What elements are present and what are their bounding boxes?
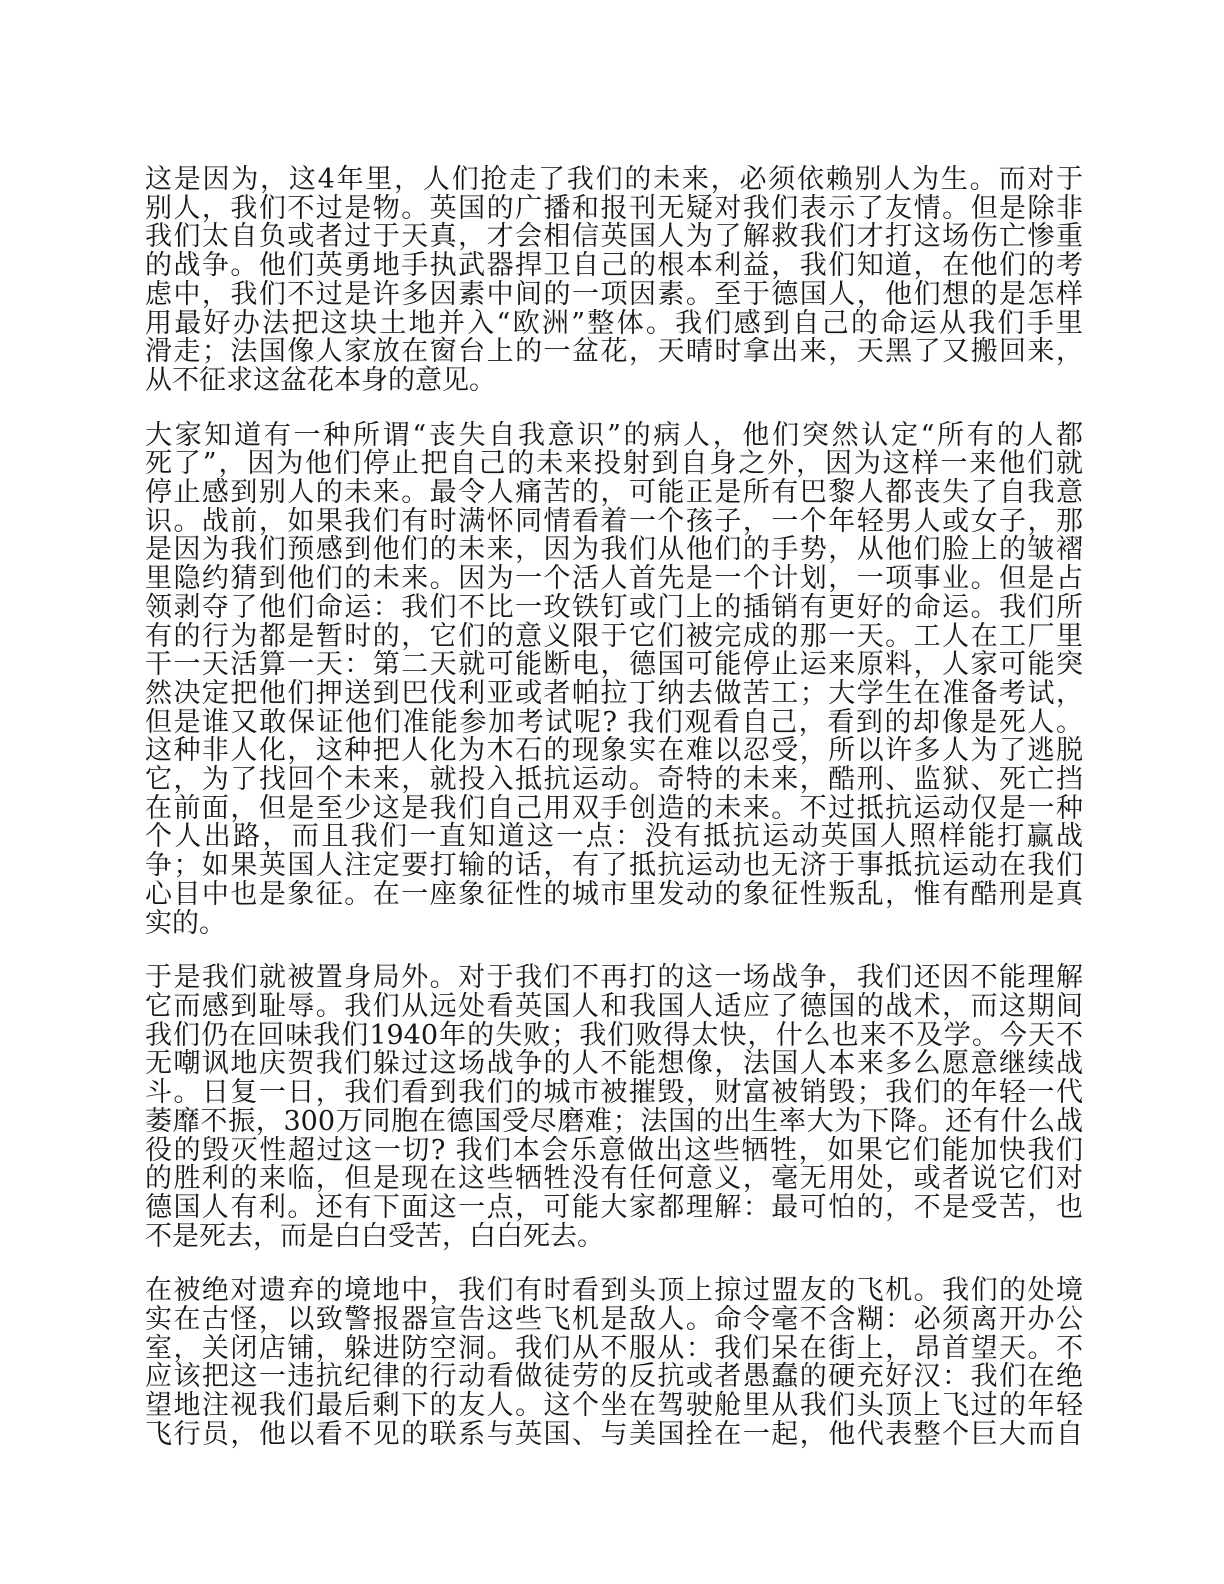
text-line: 它而感到耻辱。我们从远处看英国人和我国人适应了德国的战术，而这期间 [145,990,1083,1022]
text-line: 飞行员，他以看不见的联系与英国、与美国拴在一起，他代表整个巨大而自 [145,1418,1083,1450]
text-line: 役的毁灭性超过这一切? 我们本会乐意做出这些牺牲，如果它们能加快我们 [145,1134,1083,1166]
text-line: 虑中，我们不过是许多因素中间的一项因素。至于德国人，他们想的是怎样 [145,278,1083,310]
text-line: 德国人有利。还有下面这一点，可能大家都理解：最可怕的，不是受苦，也 [145,1191,1083,1223]
text-line: 用最好办法把这块土地并入“欧洲”整体。我们感到自己的命运从我们手里 [145,307,1083,339]
text-line: 大家知道有一种所谓“丧失自我意识”的病人，他们突然认定“所有的人都 [145,419,1083,451]
text-line: 这是因为，这4年里，人们抢走了我们的未来，必须依赖别人为生。而对于 [145,164,1083,195]
text-line: 停止感到别人的未来。最令人痛苦的，可能正是所有巴黎人都丧失了自我意 [145,477,1083,509]
text-line: 实的。 [145,907,226,939]
text-line: 我们太自负或者过于天真，才会相信英国人为了解救我们才打这场伤亡惨重 [145,221,1083,253]
text-line: 它，为了找回个未来，就投入抵抗运动。奇特的未来，酷刑、监狱、死亡挡 [145,764,1083,796]
text-line: 干一天活算一天：第二天就可能断电，德国可能停止运来原料，人家可能突 [145,649,1083,681]
text-line: 里隐约猜到他们的未来。因为一个活人首先是一个计划，一项事业。但是占 [145,563,1083,595]
text-line: 室，关闭店铺，躲进防空洞。我们从不服从：我们呆在街上，昂首望天。不 [145,1332,1083,1364]
text-line: 的战争。他们英勇地手执武器捍卫自己的根本利益，我们知道，在他们的考 [145,250,1083,282]
text-line: 这种非人化，这种把人化为木石的现象实在难以忍受，所以许多人为了逃脱 [145,735,1083,767]
text-line: 死了”，因为他们停止把自己的未来投射到自身之外，因为这样一来他们就 [145,448,1083,480]
paragraph [145,166,1083,396]
paragraph [145,419,1083,939]
text-line: 但是谁又敢保证他们准能参加考试呢? 我们观看自己，看到的却像是死人。 [145,706,1083,738]
text-column [145,166,1083,1450]
text-line: 于是我们就被置身局外。对于我们不再打的这一场战争，我们还因不能理解 [145,962,1083,994]
paragraph [145,964,1083,1251]
text-line: 滑走；法国像人家放在窗台上的一盆花，天晴时拿出来，天黑了又搬回来， [145,336,1083,368]
text-line: 个人出路，而且我们一直知道这一点：没有抵抗运动英国人照样能打赢战 [145,821,1083,853]
text-line: 是因为我们预感到他们的未来，因为我们从他们的手势，从他们脸上的皱褶 [145,534,1083,566]
text-line: 有的行为都是暂时的，它们的意义限于它们被完成的那一天。工人在工厂里 [145,620,1083,652]
text-line: 别人，我们不过是物。英国的广播和报刊无疑对我们表示了友情。但是除非 [145,192,1083,224]
text-line: 领剥夺了他们命运：我们不比一玫铁钉或门上的插销有更好的命运。我们所 [145,591,1083,623]
text-line: 望地注视我们最后剩下的友人。这个坐在驾驶舱里从我们头顶上飞过的年轻 [145,1390,1083,1422]
text-line: 然决定把他们押送到巴伐利亚或者帕拉丁纳去做苦工；大学生在准备考试， [145,677,1083,709]
text-line: 识。战前，如果我们有时满怀同情看着一个孩子，一个年轻男人或女子，那 [145,505,1083,537]
paragraph [145,1277,1083,1449]
text-line: 无嘲讽地庆贺我们躲过这场战争的人不能想像，法国人本来多么愿意继续战 [145,1048,1083,1080]
text-line: 在前面，但是至少这是我们自己用双手创造的未来。不过抵抗运动仅是一种 [145,792,1083,824]
text-line: 斗。日复一日，我们看到我们的城市被摧毁，财富被销毁；我们的年轻一代 [145,1077,1083,1109]
text-line: 应该把这一违抗纪律的行动看做徒劳的反抗或者愚蠢的硬充好汉：我们在绝 [145,1361,1083,1393]
text-line: 心目中也是象征。在一座象征性的城市里发动的象征性叛乱，惟有酷刑是真 [145,878,1083,910]
text-line: 从不征求这盆花本身的意见。 [145,364,496,396]
text-line: 争；如果英国人注定要打输的话，有了抵抗运动也无济于事抵抗运动在我们 [145,850,1083,882]
text-line: 的胜利的来临，但是现在这些牺牲没有任何意义，毫无用处，或者说它们对 [145,1163,1083,1195]
text-line: 我们仍在回味我们1940年的失败；我们败得太快，什么也来不及学。今天不 [145,1019,1083,1051]
text-line: 不是死去，而是白白受苦，白白死去。 [145,1220,604,1252]
text-line: 实在古怪，以致警报器宣告这些飞机是敌人。命令毫不含糊：必须离开办公 [145,1304,1083,1336]
text-line: 在被绝对遗弃的境地中，我们有时看到头顶上掠过盟友的飞机。我们的处境 [145,1275,1083,1307]
text-line: 萎靡不振，300万同胞在德国受尽磨难；法国的出生率大为下降。还有什么战 [145,1105,1083,1137]
